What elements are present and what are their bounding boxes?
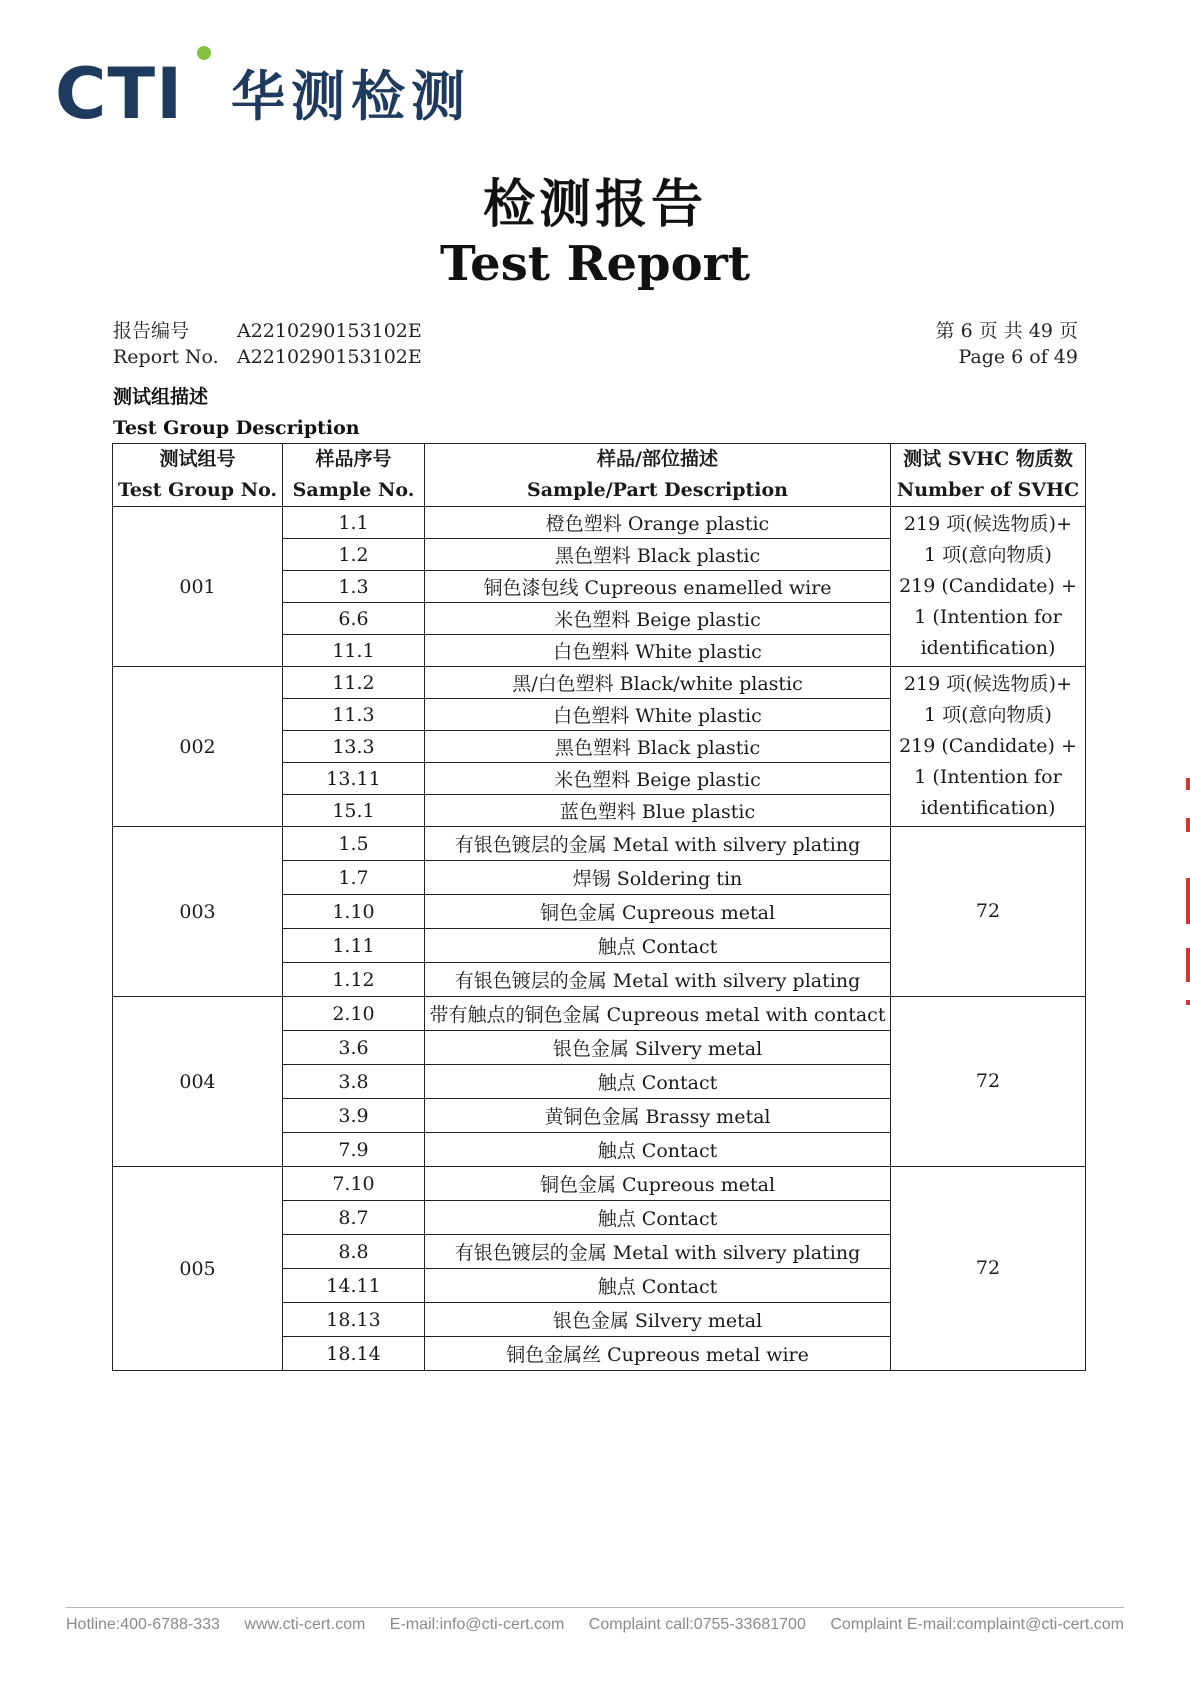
cell-svhc-count (891, 827, 1086, 997)
cell-svhc-count (891, 997, 1086, 1167)
edge-mark (1186, 948, 1190, 982)
cell-description: 有银色镀层的金属 Metal with silvery plating (425, 1235, 891, 1269)
header-svhc-en: Number of SVHC (896, 479, 1080, 501)
edge-mark (1186, 818, 1190, 832)
cell-sample-no: 14.11 (283, 1269, 425, 1303)
svhc-line: 72 (975, 900, 1001, 922)
svhc-line: 72 (975, 1070, 1001, 1092)
header-sample-no (283, 444, 425, 507)
cell-description: 铜色金属丝 Cupreous metal wire (425, 1337, 891, 1371)
cell-sample-no: 11.1 (283, 635, 425, 667)
cell-sample-no: 1.1 (283, 507, 425, 539)
cell-group-no: 004 (113, 997, 283, 1167)
cell-sample-no: 13.11 (283, 763, 425, 795)
table-row (113, 507, 1086, 539)
test-group-table (112, 443, 1086, 1371)
cell-description: 铜色漆包线 Cupreous enamelled wire (425, 571, 891, 603)
cell-sample-no: 7.9 (283, 1133, 425, 1167)
section-heading (113, 382, 360, 444)
cell-sample-no: 1.3 (283, 571, 425, 603)
cell-description: 铜色金属 Cupreous metal (425, 1167, 891, 1201)
report-title-en: Test Report (439, 236, 751, 292)
table-header-row (113, 444, 1086, 507)
cell-description: 有银色镀层的金属 Metal with silvery plating (425, 827, 891, 861)
cell-sample-no: 8.8 (283, 1235, 425, 1269)
cell-group-no: 005 (113, 1167, 283, 1371)
footer-hotline: Hotline:400-6788-333 (66, 1616, 220, 1633)
svhc-line: 1 项(意向物质) (924, 704, 1052, 726)
cell-group-no: 002 (113, 667, 283, 827)
svhc-line: identification) (920, 797, 1056, 819)
section-heading-en: Test Group Description (113, 417, 360, 439)
cell-sample-no: 2.10 (283, 997, 425, 1031)
table-row (113, 997, 1086, 1031)
svhc-line: 219 (Candidate) + (899, 735, 1077, 757)
cell-svhc-count (891, 667, 1086, 827)
svhc-line: 1 (Intention for (914, 606, 1062, 628)
header-sample-no-en: Sample No. (292, 479, 415, 501)
cell-description: 米色塑料 Beige plastic (425, 603, 891, 635)
cell-sample-no: 18.14 (283, 1337, 425, 1371)
table-row (113, 827, 1086, 861)
header-group-no (113, 444, 283, 507)
svhc-line: 1 项(意向物质) (924, 544, 1052, 566)
cell-sample-no: 6.6 (283, 603, 425, 635)
report-number-label-zh: 报告编号 (113, 320, 190, 342)
cell-sample-no: 1.12 (283, 963, 425, 997)
report-number-value: A2210290153102E (237, 320, 422, 342)
cell-description: 橙色塑料 Orange plastic (425, 507, 891, 539)
edge-mark (1186, 1000, 1190, 1005)
cell-description: 触点 Contact (425, 1269, 891, 1303)
cell-description: 黑色塑料 Black plastic (425, 539, 891, 571)
section-heading-zh: 测试组描述 (113, 386, 209, 408)
page-number-block (936, 318, 1078, 370)
footer-email: E-mail:info@cti-cert.com (389, 1616, 565, 1633)
cell-description: 米色塑料 Beige plastic (425, 763, 891, 795)
report-title (0, 174, 1190, 292)
report-title-zh: 检测报告 (482, 174, 707, 235)
cell-sample-no: 3.9 (283, 1099, 425, 1133)
cell-description: 黑色塑料 Black plastic (425, 731, 891, 763)
table-body (113, 507, 1086, 1371)
cell-sample-no: 15.1 (283, 795, 425, 827)
svhc-line: identification) (920, 637, 1056, 659)
header-svhc-zh: 测试 SVHC 物质数 (903, 448, 1073, 470)
edge-mark (1186, 878, 1190, 924)
header-description-zh: 样品/部位描述 (597, 448, 718, 470)
header-description-en: Sample/Part Description (527, 479, 788, 501)
cell-description: 铜色金属 Cupreous metal (425, 895, 891, 929)
cell-sample-no: 1.10 (283, 895, 425, 929)
header-group-no-en: Test Group No. (117, 479, 278, 501)
cell-svhc-count (891, 1167, 1086, 1371)
table-row (113, 1167, 1086, 1201)
cell-sample-no: 7.10 (283, 1167, 425, 1201)
cell-description: 白色塑料 White plastic (425, 699, 891, 731)
page-footer (66, 1616, 1124, 1634)
logo-cjk-text: 华测检测 (231, 65, 471, 128)
cell-sample-no: 11.2 (283, 667, 425, 699)
svhc-line: 219 项(候选物质)+ (903, 513, 1073, 535)
cell-group-no: 001 (113, 507, 283, 667)
cell-sample-no: 18.13 (283, 1303, 425, 1337)
footer-website: www.cti-cert.com (244, 1616, 366, 1633)
footer-complaint-call: Complaint call:0755-33681700 (588, 1616, 806, 1633)
cell-description: 银色金属 Silvery metal (425, 1303, 891, 1337)
footer-complaint-email: Complaint E-mail:complaint@cti-cert.com (830, 1616, 1124, 1633)
cti-logo (55, 44, 485, 135)
svhc-line: 72 (975, 1257, 1001, 1279)
cell-description: 触点 Contact (425, 1133, 891, 1167)
cell-description: 蓝色塑料 Blue plastic (425, 795, 891, 827)
cell-sample-no: 8.7 (283, 1201, 425, 1235)
header-svhc (891, 444, 1086, 507)
svhc-line: 219 项(候选物质)+ (903, 673, 1073, 695)
logo-dot-icon (197, 46, 211, 60)
cell-description: 黑/白色塑料 Black/white plastic (425, 667, 891, 699)
cell-svhc-count (891, 507, 1086, 667)
edge-mark (1186, 778, 1190, 790)
header-sample-no-zh: 样品序号 (315, 448, 392, 470)
cell-description: 触点 Contact (425, 929, 891, 963)
table-row (113, 667, 1086, 699)
cell-sample-no: 1.7 (283, 861, 425, 895)
cell-description: 焊锡 Soldering tin (425, 861, 891, 895)
header-description (425, 444, 891, 507)
svhc-line: 1 (Intention for (914, 766, 1062, 788)
cell-sample-no: 1.11 (283, 929, 425, 963)
cell-sample-no: 1.2 (283, 539, 425, 571)
cell-sample-no: 3.8 (283, 1065, 425, 1099)
cell-group-no: 003 (113, 827, 283, 997)
cell-description: 带有触点的铜色金属 Cupreous metal with contact (425, 997, 891, 1031)
cell-sample-no: 3.6 (283, 1031, 425, 1065)
cell-description: 触点 Contact (425, 1201, 891, 1235)
cell-sample-no: 1.5 (283, 827, 425, 861)
report-number-value-en: A2210290153102E (237, 346, 422, 368)
svhc-line: 219 (Candidate) + (899, 575, 1077, 597)
report-number-label-en: Report No. (113, 346, 219, 368)
cell-description: 白色塑料 White plastic (425, 635, 891, 667)
page-number-zh: 第 6 页 共 49 页 (935, 320, 1078, 342)
header-group-no-zh: 测试组号 (159, 448, 236, 470)
cell-description: 有银色镀层的金属 Metal with silvery plating (425, 963, 891, 997)
cell-sample-no: 11.3 (283, 699, 425, 731)
cell-description: 黄铜色金属 Brassy metal (425, 1099, 891, 1133)
report-number-block (113, 318, 422, 370)
footer-divider (66, 1607, 1124, 1608)
cell-sample-no: 13.3 (283, 731, 425, 763)
cell-description: 银色金属 Silvery metal (425, 1031, 891, 1065)
page-number-en: Page 6 of 49 (958, 346, 1078, 368)
cell-description: 触点 Contact (425, 1065, 891, 1099)
logo-latin-text: CTI (55, 53, 184, 135)
